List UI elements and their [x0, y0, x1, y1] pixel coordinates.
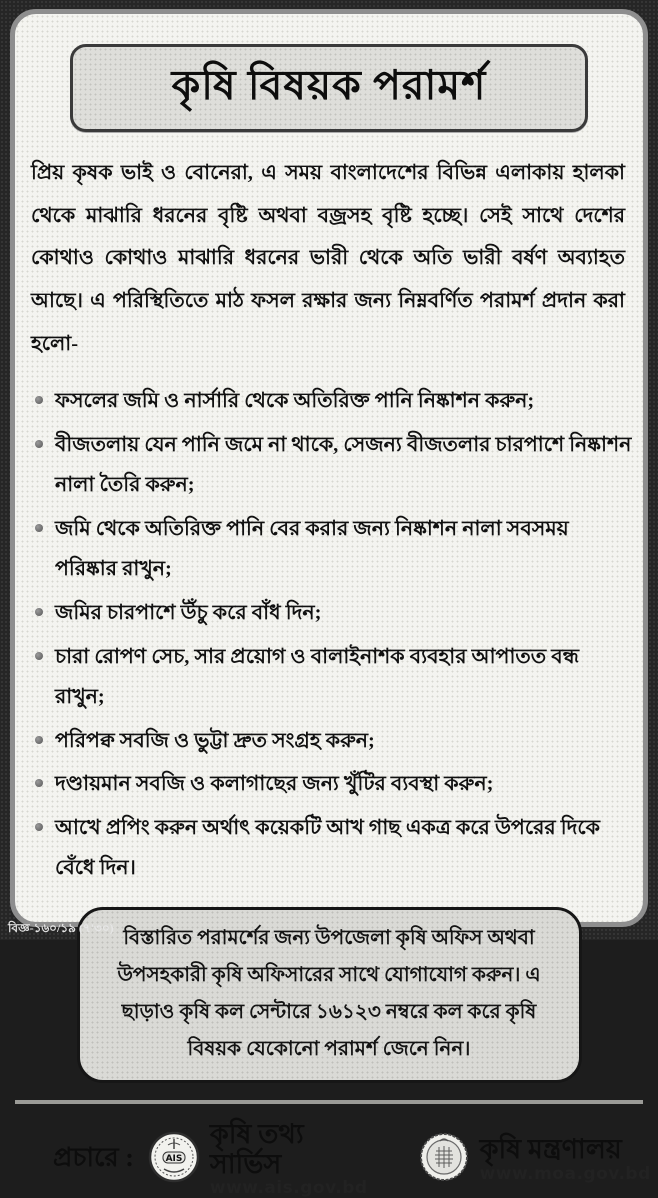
advice-text: দণ্ডায়মান সবজি ও কলাগাছের জন্য খুঁটির ব্যবস্থা করুন; — [55, 773, 494, 796]
bullet-dot-icon — [35, 779, 43, 787]
list-item — [29, 808, 633, 889]
list-item — [29, 509, 633, 590]
org-moa — [418, 1131, 651, 1188]
bullet-dot-icon — [35, 823, 43, 831]
page-title: কৃষি বিষয়ক পরামর্শ — [171, 61, 487, 108]
advice-list — [29, 381, 633, 889]
svg-text:AIS: AIS — [165, 1153, 183, 1164]
list-item — [29, 721, 633, 762]
org-ais-url: www.ais.gov.bd — [209, 1178, 368, 1198]
footer — [15, 1104, 651, 1198]
list-item — [29, 381, 633, 422]
bullet-dot-icon — [35, 652, 43, 660]
advice-text: চারা রোপণ সেচ, সার প্রয়োগ ও বালাইনাশক ব্যবহার আপাতত বন্ধ রাখুন; — [55, 645, 579, 709]
print-reference: বিজ্ঞ-১৬০/১৯ (৭'৩০) — [8, 921, 114, 935]
ais-logo-icon — [148, 1131, 200, 1188]
bullet-dot-icon — [35, 440, 43, 448]
advice-text: জমির চারপাশে উঁচু করে বাঁধ দিন; — [55, 602, 322, 625]
publisher-label: প্রচারে : — [53, 1143, 134, 1173]
title-box — [70, 44, 588, 132]
org-ais — [148, 1120, 368, 1198]
org-ais-name: কৃষি তথ্য সার্ভিস — [209, 1119, 304, 1179]
advice-text: জমি থেকে অতিরিক্ত পানি বের করার জন্য নিষ্কাশন নালা সবসময় পরিষ্কার রাখুন; — [55, 517, 569, 581]
bullet-dot-icon — [35, 608, 43, 616]
list-item — [29, 637, 633, 718]
advice-text: পরিপক্ব সবজি ও ভুট্টা দ্রুত সংগ্রহ করুন; — [55, 729, 375, 752]
bullet-dot-icon — [35, 524, 43, 532]
advice-text: ফসলের জমি ও নার্সারি থেকে অতিরিক্ত পানি নিষ্কাশন করুন; — [55, 390, 535, 413]
moa-emblem-icon — [418, 1131, 470, 1188]
org-moa-name: কৃষি মন্ত্রণালয় — [479, 1133, 622, 1164]
list-item — [29, 593, 633, 634]
bullet-dot-icon — [35, 736, 43, 744]
org-ais-text — [210, 1120, 368, 1198]
org-moa-text — [480, 1135, 651, 1183]
advice-text: আখে প্রপিং করুন অর্থাৎ কয়েকটি আখ গাছ একত্র করে উপরের দিকে বেঁধে দিন। — [55, 816, 600, 880]
bullet-dot-icon — [35, 396, 43, 404]
contact-notice-box — [77, 907, 582, 1083]
advice-text: বীজতলায় যেন পানি জমে না থাকে, সেজন্য বীজতলার চারপাশে নিষ্কাশন নালা তৈরি করুন; — [55, 433, 632, 497]
intro-paragraph: প্রিয় কৃষক ভাই ও বোনেরা, এ সময় বাংলাদেশের বিভিন্ন এলাকায় হালকা থেকে মাঝারি ধরনের বৃষ্টি অথবা বজ্রসহ বৃষ্টি হচ্ছে। সেই সাথে দেশের কোথাও কোথাও মাঝারি ধরনের ভারী থেকে অতি ভারী বর্ষণ অব্যাহত আছে। এ পরিস্থিতিতে মাঠ ফসল রক্ষার জন্য নিম্নবর্ণিত পরামর্শ প্রদান করা হলো- — [31, 162, 625, 355]
contact-notice-text: বিস্তারিত পরামর্শের জন্য উপজেলা কৃষি অফিস অথবা উপসহকারী কৃষি অফিসারের সাথে যোগাযোগ করুন। এ ছাড়াও কৃষি কল সেন্টারে ১৬১২৩ নম্বরে কল করে কৃষি বিষয়ক যেকোনো পরামর্শ জেনে নিন। — [117, 927, 541, 1061]
org-moa-url: www.moa.gov.bd — [479, 1163, 651, 1184]
list-item — [29, 425, 633, 506]
list-item — [29, 764, 633, 805]
